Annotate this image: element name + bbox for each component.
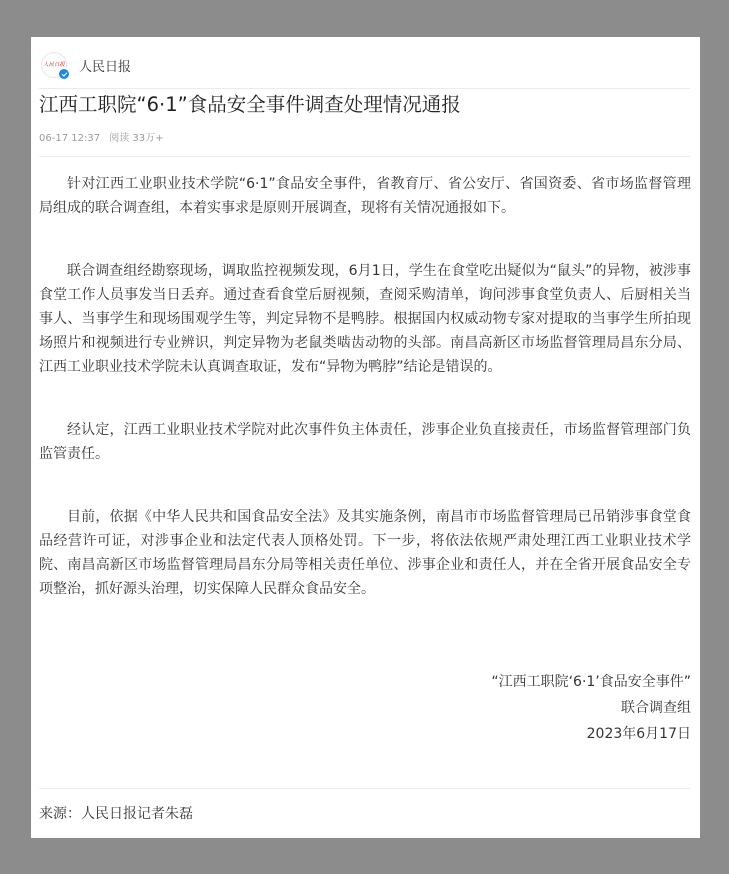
signature-block <box>491 669 691 747</box>
paragraph: 针对江西工业职业技术学院“6·1”食品安全事件，省教育厅、省公安厅、省国资委、省市场监督管理局组成的联合调查组，本着实事求是原则开展调查，现将有关情况通报如下。 <box>39 176 691 216</box>
paragraph: 经认定，江西工业职业技术学院对此次事件负主体责任，涉事企业负直接责任，市场监督管理部门负监管责任。 <box>39 422 691 462</box>
source-header[interactable] <box>39 45 691 85</box>
logo-text: 人民日报 <box>43 61 65 68</box>
article-body <box>39 172 691 640</box>
article-source: 来源：人民日报记者朱磊 <box>39 806 193 822</box>
header-divider <box>39 88 690 89</box>
verified-badge-icon <box>58 68 70 80</box>
meta-divider <box>39 156 690 157</box>
article-card <box>31 37 700 838</box>
paragraph: 目前，依据《中华人民共和国食品安全法》及其实施条例，南昌市市场监督管理局已吊销涉事食堂食品经营许可证，对涉事企业和法定代表人顶格处罚。下一步，将依法依规严肃处理江西工业职业技术学院、南昌高新区市场监督管理局昌东分局等相关责任单位、涉事企业和责任人，并在全省开展食品安全专项整治，抓好源头治理，切实保障人民群众食品安全。 <box>39 509 691 597</box>
article-meta <box>39 129 164 144</box>
signature-event: “江西工职院‘6·1’食品安全事件” <box>491 674 691 690</box>
article-title: 江西工职院“6·1”食品安全事件调查处理情况通报 <box>39 93 461 116</box>
source-name[interactable]: 人民日报 <box>79 59 132 75</box>
signature-date: 2023年6月17日 <box>586 726 691 742</box>
read-count: 阅读 33万+ <box>109 133 164 144</box>
paragraph: 联合调查组经勘察现场，调取监控视频发现，6月1日，学生在食堂吃出疑似为“鼠头”的异物，被涉事食堂工作人员事发当日丢弃。通过查看食堂后厨视频，查阅采购清单，询问涉事食堂负责人、后厨相关当事人、当事学生和现场围观学生等，判定异物不是鸭脖。根据国内权威动物专家对提取的当事学生所拍现场照片和视频进行专业辨识，判定异物为老鼠类啮齿动物的头部。南昌高新区市场监督管理局昌东分局、江西工业职业技术学院未认真调查取证，发布“异物为鸭脖”结论是错误的。 <box>39 263 691 375</box>
signature-org: 联合调查组 <box>621 700 691 716</box>
footer-divider <box>39 788 690 789</box>
source-avatar[interactable] <box>41 52 67 78</box>
publish-time: 06-17 12:37 <box>39 133 101 144</box>
